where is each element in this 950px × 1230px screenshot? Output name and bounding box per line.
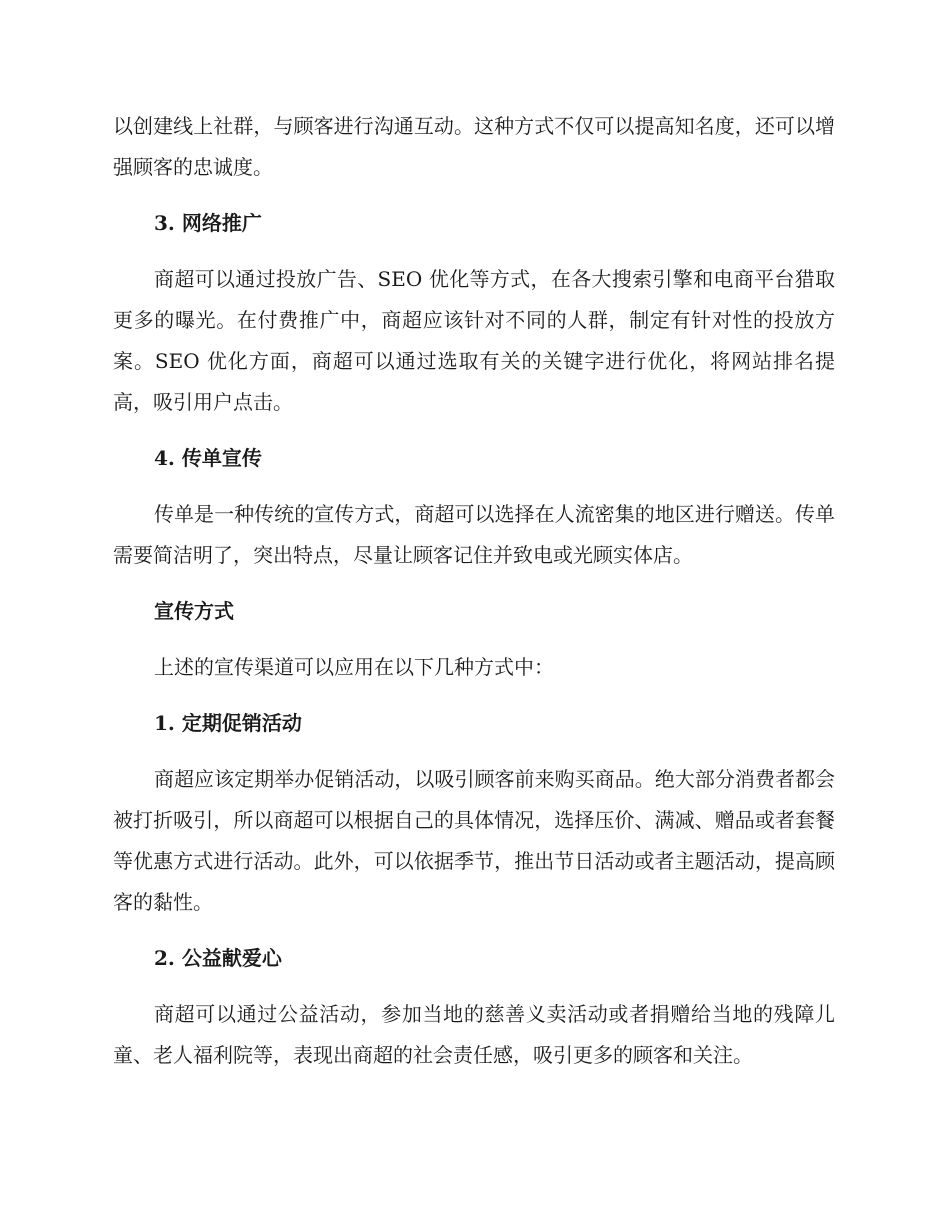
heading-flyer: 4. 传单宣传	[154, 446, 262, 470]
heading-charity: 2. 公益献爱心	[154, 946, 282, 970]
paragraph-community: 以创建线上社群，与顾客进行沟通互动。这种方式不仅可以提高知名度，还可以增强顾客的忠诚度。	[113, 114, 835, 179]
paragraph-online-promotion: 商超可以通过投放广告、SEO 优化等方式，在各大搜索引擎和电商平台猎取更多的曝光。在付费推广中，商超应该针对不同的人群，制定有针对性的投放方案。SEO 优化方面，商超可以通过选取有关的关键字进行优化，将网站排名提高，吸引用户点击。	[113, 267, 835, 414]
document-page	[113, 106, 835, 1076]
paragraph-charity: 商超可以通过公益活动，参加当地的慈善义卖活动或者捐赠给当地的残障儿童、老人福利院等，表现出商超的社会责任感，吸引更多的顾客和关注。	[113, 1002, 835, 1067]
paragraph-flyer: 传单是一种传统的宣传方式，商超可以选择在人流密集的地区进行赠送。传单需要简洁明了，突出特点，尽量让顾客记住并致电或光顾实体店。	[113, 502, 835, 567]
heading-regular-sales: 1. 定期促销活动	[154, 711, 302, 735]
heading-online-promotion: 3. 网络推广	[154, 211, 262, 235]
paragraph-regular-sales: 商超应该定期举办促销活动，以吸引顾客前来购买商品。绝大部分消费者都会被打折吸引，所以商超可以根据自己的具体情况，选择压价、满减、赠品或者套餐等优惠方式进行活动。此外，可以依据季节，推出节日活动或者主题活动，提高顾客的黏性。	[113, 767, 835, 914]
paragraph-methods-intro: 上述的宣传渠道可以应用在以下几种方式中：	[154, 655, 554, 679]
heading-promotion-methods: 宣传方式	[154, 599, 234, 623]
